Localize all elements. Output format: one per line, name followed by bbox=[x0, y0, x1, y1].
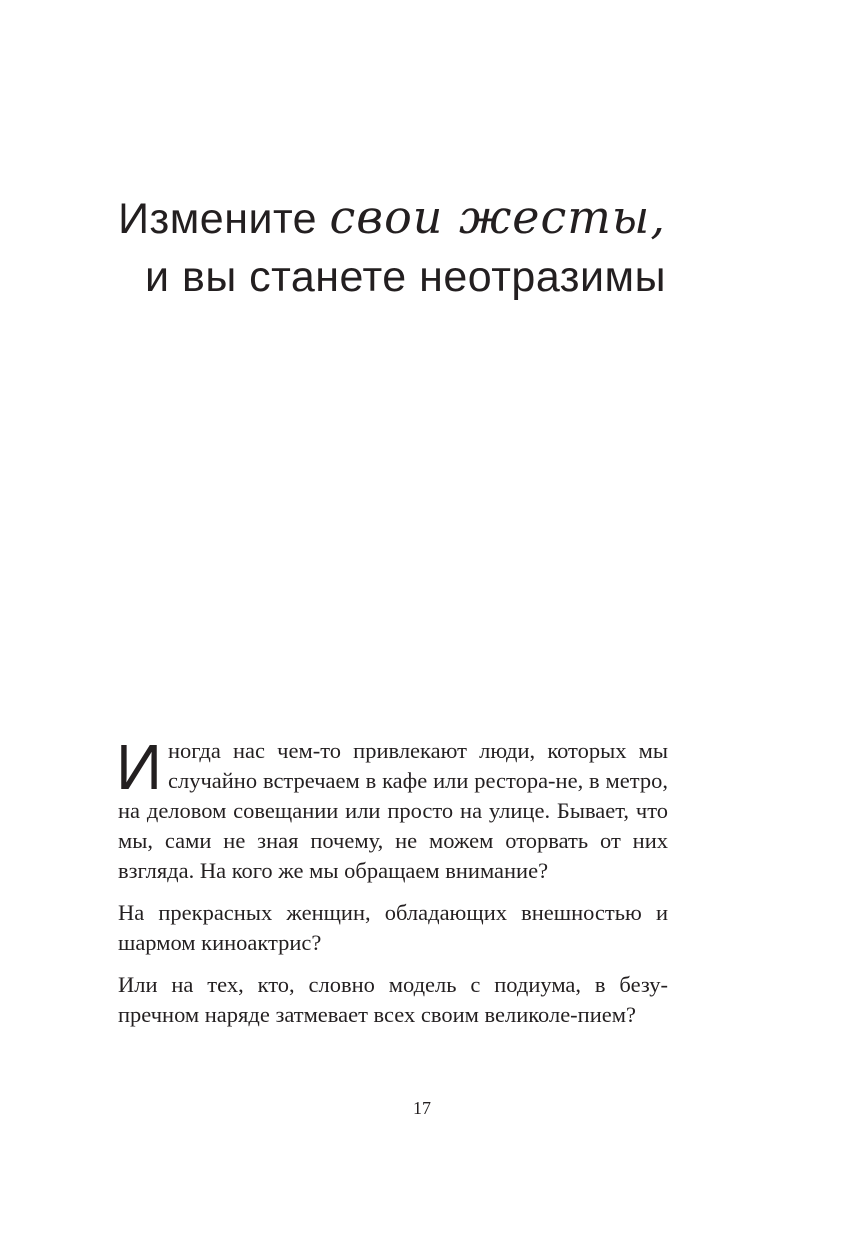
drop-cap: И bbox=[116, 731, 162, 803]
chapter-title-line1 bbox=[118, 190, 666, 244]
paragraph-1-text: ногда нас чем-то привлекают люди, которых мы случайно встречаем в кафе или рестора-не, в метро, на деловом совещании или просто на улице. Бывает, что мы, сами не зная почему, не можем оторвать от них взгляда. На кого же мы обращаем внимание? bbox=[118, 738, 668, 883]
chapter-title-plain: Измените bbox=[118, 195, 330, 243]
chapter-title-line2: и вы станете неотразимы bbox=[145, 253, 666, 301]
paragraph-2: На прекрасных женщин, обладающих внешностью и шармом киноактрис? bbox=[118, 900, 668, 955]
body-text bbox=[116, 731, 668, 1042]
paragraph-1 bbox=[116, 731, 668, 886]
chapter-title bbox=[118, 188, 666, 306]
page-number: 17 bbox=[413, 1098, 431, 1118]
paragraph-3: Или на тех, кто, словно модель с подиума, в безу-пречном наряде затмевает всех своим великоле-пием? bbox=[118, 972, 668, 1027]
chapter-title-script: свои жесты, bbox=[329, 190, 666, 244]
